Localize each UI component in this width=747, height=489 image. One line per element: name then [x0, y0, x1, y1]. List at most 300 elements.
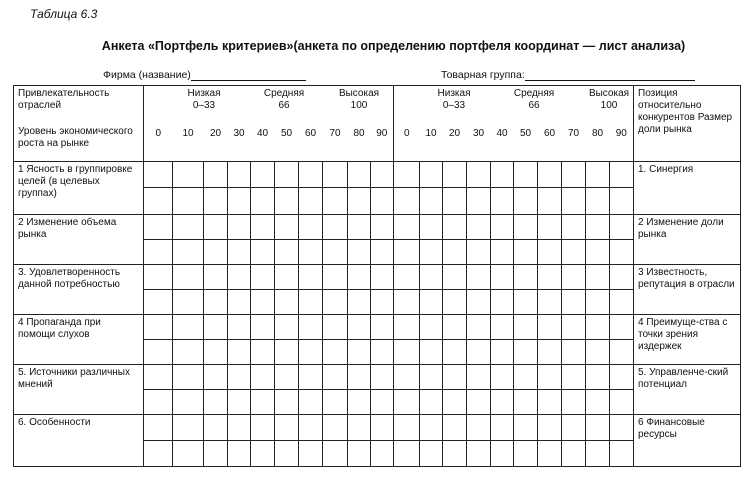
position-label: 5. Управленче-ский потенциал: [634, 364, 741, 414]
rating-cell[interactable]: [420, 364, 443, 389]
rating-cell[interactable]: [538, 364, 562, 389]
rating-cell[interactable]: [562, 389, 586, 414]
rating-cell[interactable]: [610, 161, 634, 187]
rating-cell[interactable]: [514, 264, 538, 289]
rating-cell[interactable]: [514, 161, 538, 187]
scale-tick: 10: [420, 126, 443, 161]
rating-cell[interactable]: [514, 314, 538, 339]
rating-cell[interactable]: [299, 364, 323, 389]
rating-cell[interactable]: [491, 264, 514, 289]
scale-tick: 90: [371, 126, 394, 161]
rating-cell[interactable]: [348, 214, 371, 239]
position-label: 3 Известность, репутация в отрасли: [634, 264, 741, 314]
rating-cell[interactable]: [275, 289, 299, 314]
table-row: [14, 264, 741, 289]
analysis-table: [13, 85, 741, 467]
rating-cell[interactable]: [538, 389, 562, 414]
rating-cell[interactable]: [420, 339, 443, 364]
rating-cell[interactable]: [323, 289, 348, 314]
rating-cell[interactable]: [299, 339, 323, 364]
rating-cell[interactable]: [538, 339, 562, 364]
rating-cell[interactable]: [228, 239, 251, 264]
rating-cell[interactable]: [586, 161, 610, 187]
rating-cell[interactable]: [371, 239, 394, 264]
rating-cell[interactable]: [586, 187, 610, 214]
rating-cell[interactable]: [467, 339, 491, 364]
level-1: [254, 88, 314, 112]
rating-cell[interactable]: [299, 289, 323, 314]
rating-cell[interactable]: [144, 289, 173, 314]
rating-cell[interactable]: [228, 264, 251, 289]
position-label: 6 Финансовые ресурсы: [634, 414, 741, 466]
rating-cell[interactable]: [394, 339, 420, 364]
rating-cell[interactable]: [420, 389, 443, 414]
rating-cell[interactable]: [562, 161, 586, 187]
rating-cell[interactable]: [514, 440, 538, 466]
rating-cell[interactable]: [173, 214, 204, 239]
rating-cell[interactable]: [228, 414, 251, 440]
rating-cell[interactable]: [562, 364, 586, 389]
header-growth-label: Уровень экономического роста на рынке: [18, 126, 133, 149]
rating-cell[interactable]: [514, 414, 538, 440]
rating-cell[interactable]: [371, 364, 394, 389]
rating-cell[interactable]: [443, 414, 467, 440]
rating-cell[interactable]: [420, 440, 443, 466]
rating-cell[interactable]: [144, 364, 173, 389]
rating-cell[interactable]: [323, 264, 348, 289]
rating-cell[interactable]: [371, 389, 394, 414]
rating-cell[interactable]: [371, 187, 394, 214]
scale-tick: 20: [204, 126, 228, 161]
scale-tick: 50: [275, 126, 299, 161]
rating-cell[interactable]: [228, 214, 251, 239]
rating-cell[interactable]: [348, 314, 371, 339]
rating-cell[interactable]: [562, 264, 586, 289]
rating-cell[interactable]: [394, 389, 420, 414]
rating-cell[interactable]: [323, 239, 348, 264]
level-name: Средняя: [263, 88, 305, 99]
rating-cell[interactable]: [173, 264, 204, 289]
scale-tick: 90: [610, 126, 634, 161]
rating-cell[interactable]: [586, 289, 610, 314]
rating-cell[interactable]: [204, 214, 228, 239]
rating-cell[interactable]: [514, 339, 538, 364]
rating-cell[interactable]: [514, 187, 538, 214]
rating-cell[interactable]: [610, 389, 634, 414]
rating-cell[interactable]: [251, 264, 275, 289]
firm-label: Фирма (название): [103, 69, 191, 81]
rating-cell[interactable]: [491, 414, 514, 440]
rating-cell[interactable]: [228, 339, 251, 364]
rating-cell[interactable]: [323, 440, 348, 466]
rating-cell[interactable]: [420, 161, 443, 187]
rating-cell[interactable]: [420, 239, 443, 264]
rating-cell[interactable]: [323, 187, 348, 214]
rating-cell[interactable]: [323, 339, 348, 364]
rating-cell[interactable]: [275, 440, 299, 466]
criterion-label: 4 Пропаганда при помощи слухов: [14, 314, 144, 364]
rating-cell[interactable]: [443, 440, 467, 466]
rating-cell[interactable]: [538, 414, 562, 440]
rating-cell[interactable]: [323, 161, 348, 187]
rating-cell[interactable]: [394, 264, 420, 289]
rating-cell[interactable]: [173, 339, 204, 364]
rating-cell[interactable]: [514, 239, 538, 264]
rating-cell[interactable]: [204, 187, 228, 214]
rating-cell[interactable]: [420, 414, 443, 440]
rating-cell[interactable]: [144, 264, 173, 289]
rating-cell[interactable]: [144, 161, 173, 187]
rating-cell[interactable]: [586, 214, 610, 239]
rating-cell[interactable]: [144, 414, 173, 440]
rating-cell[interactable]: [562, 314, 586, 339]
scale-tick: 30: [228, 126, 251, 161]
rating-cell[interactable]: [514, 289, 538, 314]
rating-cell[interactable]: [204, 389, 228, 414]
rating-cell[interactable]: [420, 314, 443, 339]
scale-levels-block-2: [394, 86, 634, 127]
rating-cell[interactable]: [371, 339, 394, 364]
rating-cell[interactable]: [610, 187, 634, 214]
table-row: [14, 161, 741, 187]
rating-cell[interactable]: [420, 289, 443, 314]
rating-cell[interactable]: [514, 214, 538, 239]
rating-cell[interactable]: [514, 389, 538, 414]
scale-tick: 10: [173, 126, 204, 161]
rating-cell[interactable]: [204, 414, 228, 440]
criterion-label: 6. Особенности: [14, 414, 144, 466]
rating-cell[interactable]: [323, 389, 348, 414]
scale-tick: 50: [514, 126, 538, 161]
rating-cell[interactable]: [228, 440, 251, 466]
rating-cell[interactable]: [299, 414, 323, 440]
rating-cell[interactable]: [491, 214, 514, 239]
rating-cell[interactable]: [299, 264, 323, 289]
rating-cell[interactable]: [394, 214, 420, 239]
scale-tick: 40: [491, 126, 514, 161]
rating-cell[interactable]: [491, 161, 514, 187]
rating-cell[interactable]: [275, 389, 299, 414]
rating-cell[interactable]: [348, 364, 371, 389]
rating-cell[interactable]: [491, 389, 514, 414]
rating-cell[interactable]: [443, 239, 467, 264]
rating-cell[interactable]: [228, 187, 251, 214]
rating-cell[interactable]: [348, 389, 371, 414]
rating-cell[interactable]: [467, 389, 491, 414]
rating-cell[interactable]: [538, 289, 562, 314]
rating-cell[interactable]: [275, 239, 299, 264]
rating-cell[interactable]: [610, 364, 634, 389]
rating-cell[interactable]: [275, 161, 299, 187]
rating-cell[interactable]: [173, 161, 204, 187]
position-label: 4 Преимуще-ства с точки зрения издержек: [634, 314, 741, 364]
rating-cell[interactable]: [394, 314, 420, 339]
rating-cell[interactable]: [562, 414, 586, 440]
rating-cell[interactable]: [251, 161, 275, 187]
rating-cell[interactable]: [394, 239, 420, 264]
position-label: 1. Синергия: [634, 161, 741, 214]
rating-cell[interactable]: [323, 364, 348, 389]
rating-cell[interactable]: [420, 214, 443, 239]
level-range: 0–33: [442, 100, 466, 111]
scale-tick: 40: [251, 126, 275, 161]
rating-cell[interactable]: [467, 161, 491, 187]
group-label: Товарная группа:: [441, 69, 525, 81]
rating-cell[interactable]: [491, 289, 514, 314]
rating-cell[interactable]: [443, 389, 467, 414]
scale-tick: 0: [394, 126, 420, 161]
scale-tick: 80: [586, 126, 610, 161]
rating-cell[interactable]: [491, 339, 514, 364]
rating-cell[interactable]: [251, 339, 275, 364]
rating-cell[interactable]: [251, 414, 275, 440]
page-title: Анкета «Портфель критериев»(анкета по определению портфеля координат — лист анализа): [101, 39, 686, 53]
rating-cell[interactable]: [173, 239, 204, 264]
rating-cell[interactable]: [204, 239, 228, 264]
rating-cell[interactable]: [275, 214, 299, 239]
rating-cell[interactable]: [538, 264, 562, 289]
criterion-label: 3. Удовлетворенность данной потребностью: [14, 264, 144, 314]
rating-cell[interactable]: [251, 314, 275, 339]
rating-cell[interactable]: [275, 264, 299, 289]
rating-cell[interactable]: [491, 239, 514, 264]
rating-cell[interactable]: [173, 389, 204, 414]
rating-cell[interactable]: [173, 364, 204, 389]
level-name: Средняя: [513, 88, 555, 99]
rating-cell[interactable]: [299, 314, 323, 339]
rating-cell[interactable]: [323, 414, 348, 440]
rating-cell[interactable]: [173, 289, 204, 314]
rating-cell[interactable]: [586, 239, 610, 264]
rating-cell[interactable]: [610, 214, 634, 239]
rating-cell[interactable]: [173, 414, 204, 440]
rating-cell[interactable]: [538, 440, 562, 466]
rating-cell[interactable]: [299, 187, 323, 214]
rating-cell[interactable]: [204, 161, 228, 187]
rating-cell[interactable]: [348, 264, 371, 289]
rating-cell[interactable]: [348, 239, 371, 264]
rating-cell[interactable]: [173, 187, 204, 214]
rating-cell[interactable]: [251, 239, 275, 264]
rating-cell[interactable]: [204, 339, 228, 364]
rating-cell[interactable]: [394, 187, 420, 214]
rating-cell[interactable]: [443, 339, 467, 364]
scale-tick: 80: [348, 126, 371, 161]
rating-cell[interactable]: [299, 389, 323, 414]
rating-cell[interactable]: [586, 389, 610, 414]
level-range: 100: [350, 100, 368, 111]
rating-cell[interactable]: [394, 289, 420, 314]
rating-cell[interactable]: [467, 440, 491, 466]
scale-tick: 70: [323, 126, 348, 161]
rating-cell[interactable]: [610, 414, 634, 440]
rating-cell[interactable]: [144, 339, 173, 364]
rating-cell[interactable]: [371, 414, 394, 440]
rating-cell[interactable]: [467, 214, 491, 239]
rating-cell[interactable]: [491, 314, 514, 339]
rating-cell[interactable]: [610, 339, 634, 364]
rating-cell[interactable]: [443, 264, 467, 289]
rating-cell[interactable]: [586, 339, 610, 364]
rating-cell[interactable]: [348, 161, 371, 187]
rating-cell[interactable]: [443, 161, 467, 187]
rating-cell[interactable]: [251, 389, 275, 414]
rating-cell[interactable]: [443, 364, 467, 389]
rating-cell[interactable]: [204, 289, 228, 314]
rating-cell[interactable]: [538, 314, 562, 339]
rating-cell[interactable]: [514, 364, 538, 389]
rating-cell[interactable]: [228, 289, 251, 314]
rating-cell[interactable]: [467, 264, 491, 289]
rating-cell[interactable]: [371, 440, 394, 466]
rating-cell[interactable]: [467, 364, 491, 389]
rating-cell[interactable]: [275, 414, 299, 440]
level-2: [579, 88, 639, 112]
rating-cell[interactable]: [394, 440, 420, 466]
position-label: 2 Изменение доли рынка: [634, 214, 741, 264]
rating-cell[interactable]: [299, 214, 323, 239]
rating-cell[interactable]: [467, 314, 491, 339]
level-range: 0–33: [192, 100, 216, 111]
rating-cell[interactable]: [443, 289, 467, 314]
rating-cell[interactable]: [371, 161, 394, 187]
rating-cell[interactable]: [144, 440, 173, 466]
level-name: Высокая: [338, 88, 380, 99]
rating-cell[interactable]: [562, 214, 586, 239]
rating-cell[interactable]: [562, 289, 586, 314]
level-name: Низкая: [437, 88, 471, 99]
criterion-label: 1 Ясность в группировке целей (в целевых группах): [14, 161, 144, 214]
criterion-label: 5. Источники различных мнений: [14, 364, 144, 414]
rating-cell[interactable]: [491, 187, 514, 214]
rating-cell[interactable]: [251, 214, 275, 239]
rating-cell[interactable]: [228, 161, 251, 187]
rating-cell[interactable]: [610, 289, 634, 314]
rating-cell[interactable]: [371, 264, 394, 289]
rating-cell[interactable]: [562, 239, 586, 264]
rating-cell[interactable]: [394, 414, 420, 440]
rating-cell[interactable]: [173, 440, 204, 466]
scale-tick: 60: [538, 126, 562, 161]
header-attractiveness-label: Привлекательность отраслей: [18, 88, 110, 111]
rating-cell[interactable]: [610, 314, 634, 339]
rating-cell[interactable]: [204, 314, 228, 339]
level-1: [504, 88, 564, 112]
rating-cell[interactable]: [275, 187, 299, 214]
rating-cell[interactable]: [299, 239, 323, 264]
rating-cell[interactable]: [538, 161, 562, 187]
rating-cell[interactable]: [144, 214, 173, 239]
level-range: 66: [278, 100, 290, 111]
rating-cell[interactable]: [562, 339, 586, 364]
rating-cell[interactable]: [228, 364, 251, 389]
rating-cell[interactable]: [323, 214, 348, 239]
rating-cell[interactable]: [420, 264, 443, 289]
rating-cell[interactable]: [348, 289, 371, 314]
table-row: [14, 214, 741, 239]
rating-cell[interactable]: [467, 289, 491, 314]
level-range: 66: [528, 100, 540, 111]
rating-cell[interactable]: [610, 264, 634, 289]
group-field[interactable]: [441, 69, 695, 81]
rating-cell[interactable]: [586, 314, 610, 339]
rating-cell[interactable]: [394, 364, 420, 389]
header-left-cell: [14, 86, 144, 162]
rating-cell[interactable]: [204, 440, 228, 466]
scale-tick: 70: [562, 126, 586, 161]
rating-cell[interactable]: [394, 161, 420, 187]
rating-cell[interactable]: [371, 214, 394, 239]
rating-cell[interactable]: [467, 414, 491, 440]
rating-cell[interactable]: [348, 440, 371, 466]
rating-cell[interactable]: [538, 239, 562, 264]
rating-cell[interactable]: [538, 214, 562, 239]
header-position-label: Позиция относительно конкурентов Размер доли рынка: [638, 88, 733, 135]
rating-cell[interactable]: [275, 314, 299, 339]
rating-cell[interactable]: [491, 440, 514, 466]
rating-cell[interactable]: [562, 187, 586, 214]
rating-cell[interactable]: [586, 440, 610, 466]
firm-field[interactable]: [103, 69, 306, 81]
rating-cell[interactable]: [144, 187, 173, 214]
rating-cell[interactable]: [610, 239, 634, 264]
rating-cell[interactable]: [586, 364, 610, 389]
rating-cell[interactable]: [467, 187, 491, 214]
rating-cell[interactable]: [228, 314, 251, 339]
rating-cell[interactable]: [443, 187, 467, 214]
rating-cell[interactable]: [420, 187, 443, 214]
rating-cell[interactable]: [299, 440, 323, 466]
level-2: [329, 88, 389, 112]
rating-cell[interactable]: [348, 339, 371, 364]
rating-cell[interactable]: [562, 440, 586, 466]
rating-cell[interactable]: [251, 289, 275, 314]
rating-cell[interactable]: [443, 214, 467, 239]
rating-cell[interactable]: [275, 364, 299, 389]
rating-cell[interactable]: [323, 314, 348, 339]
rating-cell[interactable]: [348, 414, 371, 440]
scale-levels-block-1: [144, 86, 394, 127]
rating-cell[interactable]: [251, 187, 275, 214]
rating-cell[interactable]: [586, 414, 610, 440]
rating-cell[interactable]: [538, 187, 562, 214]
rating-cell[interactable]: [348, 187, 371, 214]
rating-cell[interactable]: [371, 314, 394, 339]
rating-cell[interactable]: [251, 364, 275, 389]
rating-cell[interactable]: [371, 289, 394, 314]
rating-cell[interactable]: [144, 314, 173, 339]
rating-cell[interactable]: [204, 364, 228, 389]
rating-cell[interactable]: [491, 364, 514, 389]
rating-cell[interactable]: [228, 389, 251, 414]
table-row: [14, 414, 741, 440]
level-0: [174, 88, 234, 112]
table-row: [14, 364, 741, 389]
rating-cell[interactable]: [467, 239, 491, 264]
rating-cell[interactable]: [299, 161, 323, 187]
rating-cell[interactable]: [144, 239, 173, 264]
header-right-cell: [634, 86, 741, 162]
rating-cell[interactable]: [610, 440, 634, 466]
rating-cell[interactable]: [586, 264, 610, 289]
rating-cell[interactable]: [275, 339, 299, 364]
rating-cell[interactable]: [144, 389, 173, 414]
rating-cell[interactable]: [443, 314, 467, 339]
rating-cell[interactable]: [251, 440, 275, 466]
level-name: Высокая: [588, 88, 630, 99]
rating-cell[interactable]: [173, 314, 204, 339]
rating-cell[interactable]: [204, 264, 228, 289]
